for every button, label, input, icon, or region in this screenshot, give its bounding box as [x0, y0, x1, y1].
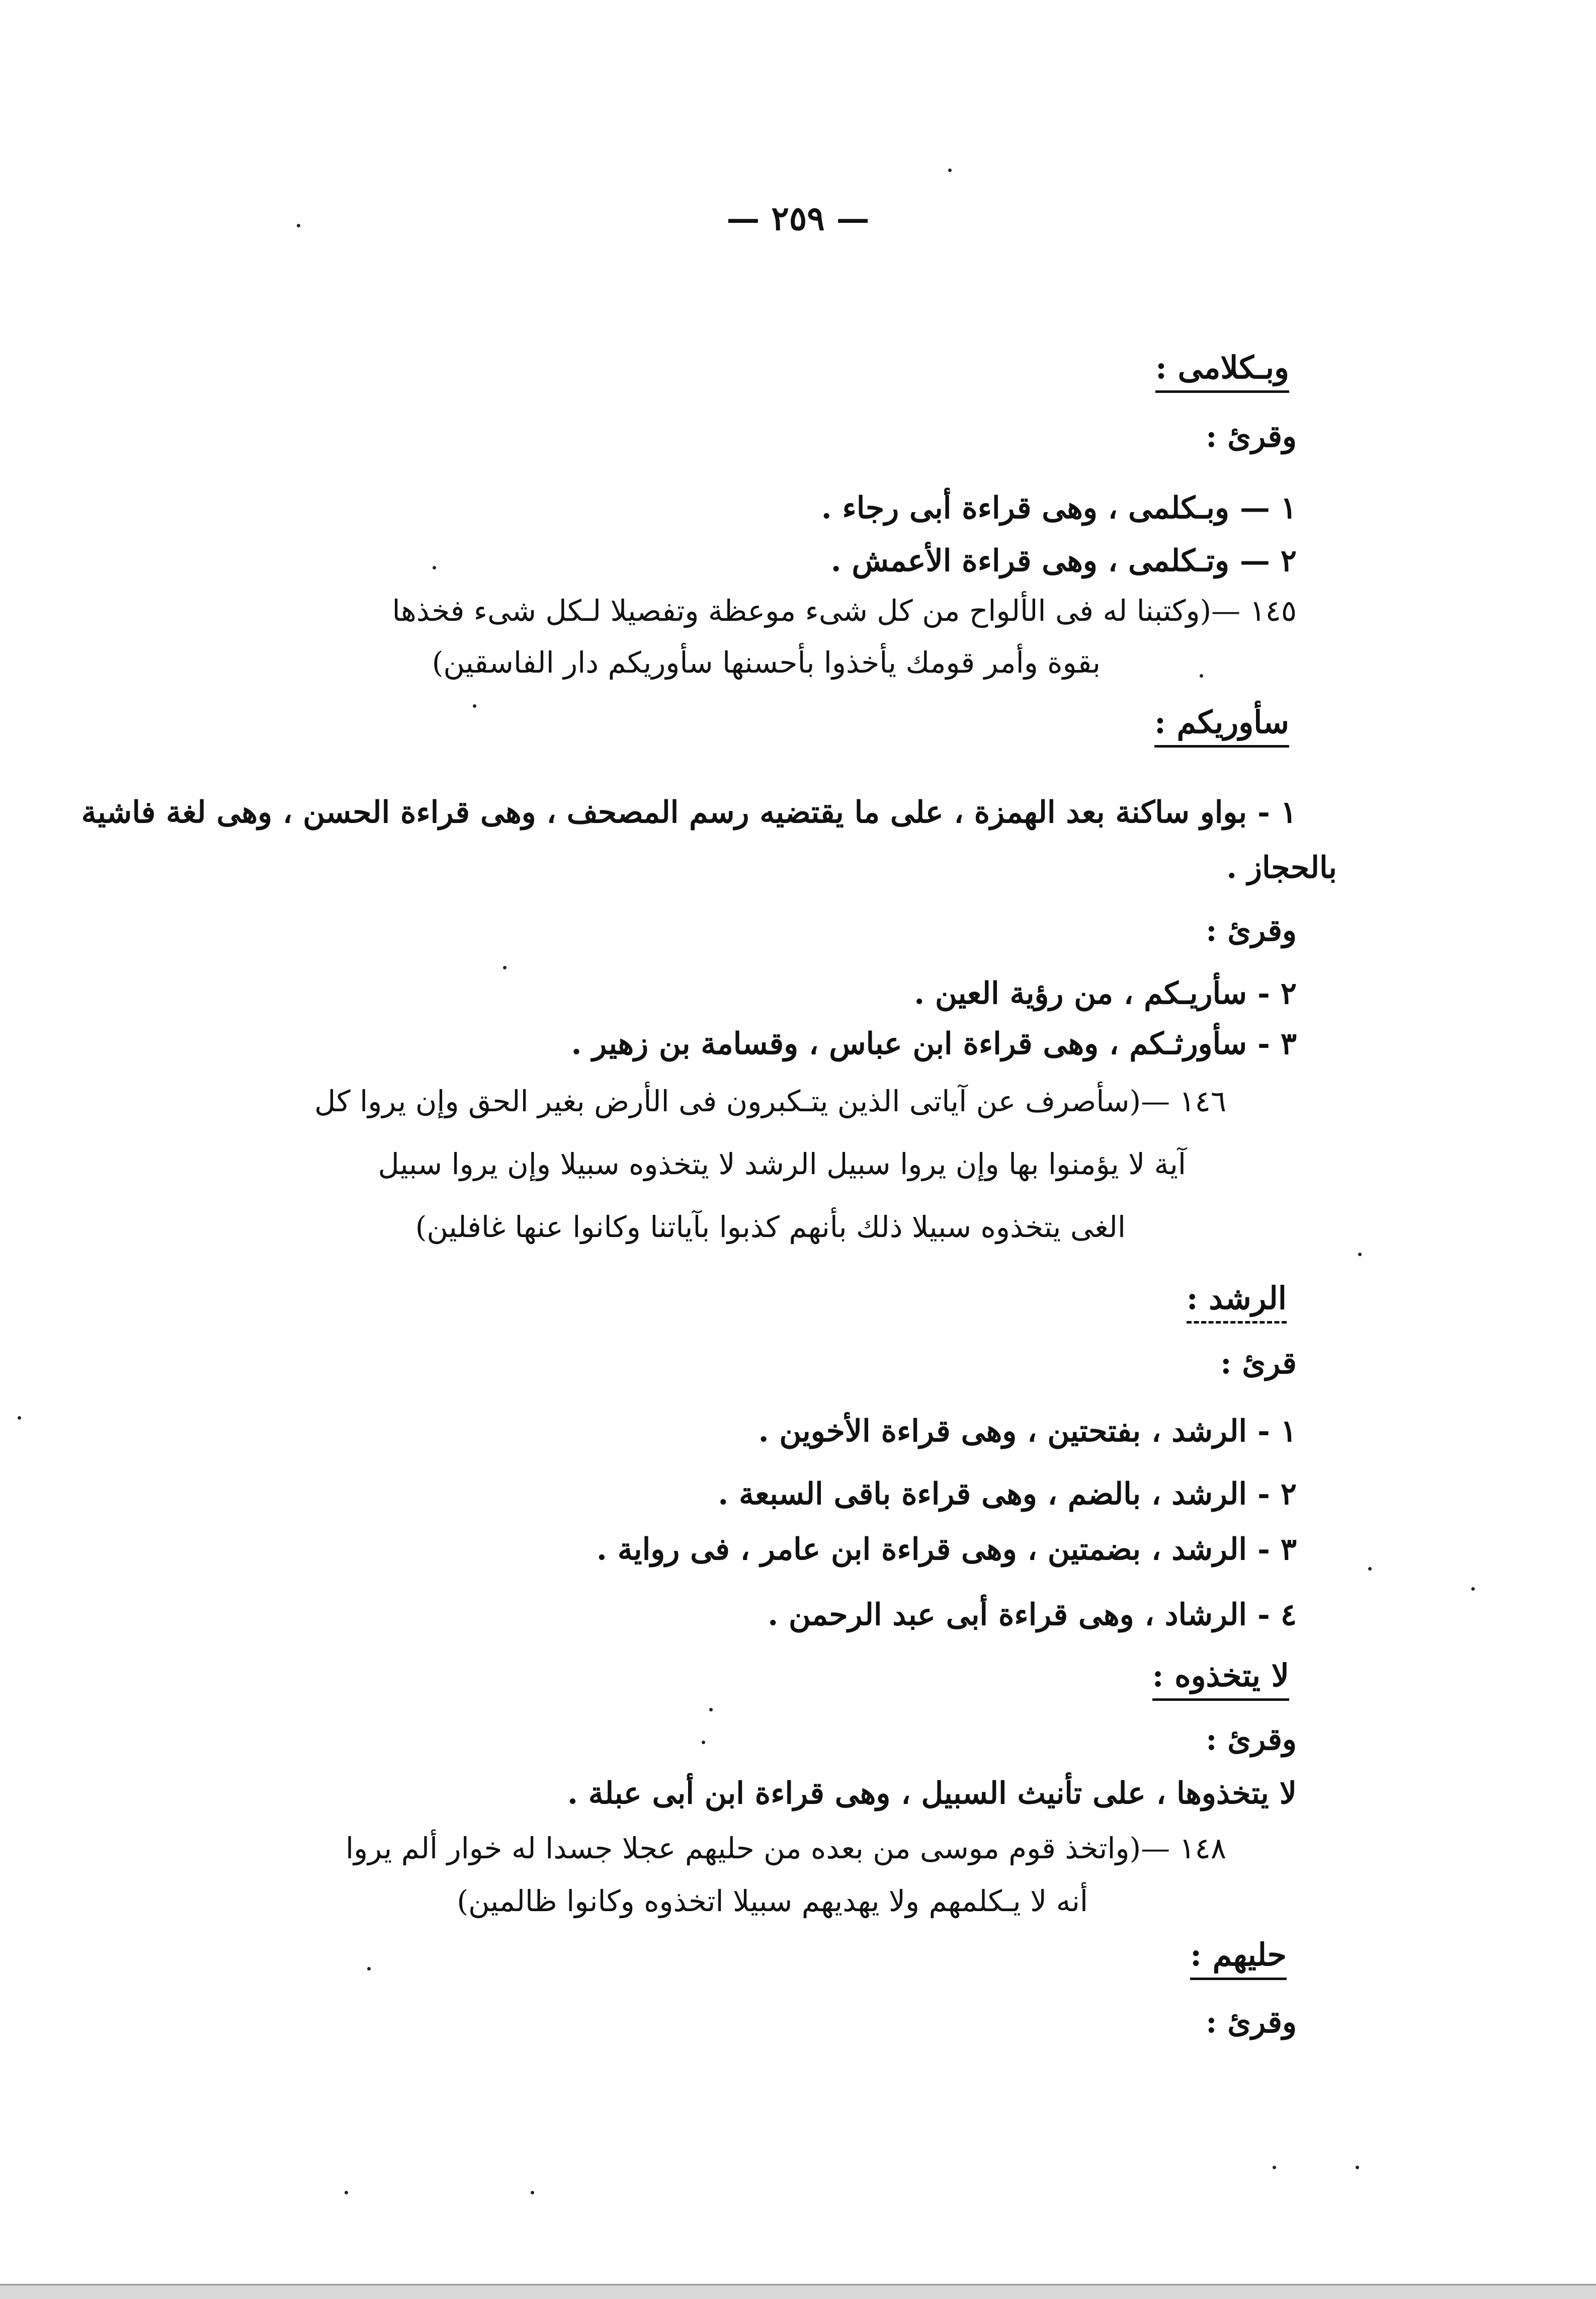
verse-148-line-1: ١٤٨ —(واتخذ قوم موسى من بعده من حليهم عجلا جسدا له خوار ألم يروا [346, 1831, 1226, 1865]
scan-speck [1356, 2166, 1359, 2169]
heading-saurikum: سأوريكم : [1154, 707, 1289, 748]
reading-line-continued: بالحجاز . [1226, 850, 1337, 885]
reading-line: ١ — وبـكلمى ، وهى قراءة أبى رجاء . [821, 490, 1297, 526]
qurie-label: وقرئ : [1206, 913, 1297, 948]
heading-alrushd: الرشد : [1187, 1283, 1287, 1324]
verse-146-line-3: الغى يتخذوه سبيلا ذلك بأنهم كذبوا بآياتنا وكانوا عنها غافلين) [415, 1210, 1126, 1244]
scan-bottom-edge [0, 2284, 1596, 2299]
qurie-label: قرئ : [1220, 1346, 1297, 1381]
qurie-label: وقرئ : [1206, 419, 1297, 454]
scan-speck [948, 169, 952, 172]
reading-line: ١ - الرشد ، بفتحتين ، وهى قراءة الأخوين . [758, 1414, 1297, 1449]
reading-line: ١ - بواو ساكنة بعد الهمزة ، على ما يقتضيه رسم المصحف ، وهى قراءة الحسن ، وهى لغة فاشية [81, 795, 1297, 830]
verse-146-line-1: ١٤٦ —(سأصرف عن آياتى الذين يتـكبرون فى الأرض بغير الحق وإن يروا كل [314, 1084, 1226, 1118]
reading-line: ٣ - الرشد ، بضمتين ، وهى قراءة ابن عامر ، فى رواية . [596, 1532, 1297, 1567]
verse-145-line-1: ١٤٥ —(وكتبنا له فى الألواح من كل شىء موعظة وتفصيلا لـكل شىء فخذها [392, 594, 1297, 628]
heading-wabikalami: وبـكلامى : [1155, 352, 1289, 393]
heading-la-yattakhidhuhu: لا يتخذوه : [1152, 1660, 1289, 1701]
heading-huliyyihim: حليهم : [1190, 1939, 1287, 1980]
scan-speck [297, 224, 300, 227]
scan-speck [345, 2191, 348, 2194]
scan-speck [1273, 2166, 1276, 2169]
reading-line: ٢ — وتـكلمى ، وهى قراءة الأعمش . [830, 543, 1297, 579]
scan-speck [433, 566, 436, 569]
reading-line: ٢ - سأريـكم ، من رؤية العين . [914, 976, 1297, 1011]
scan-speck [531, 2191, 534, 2194]
scan-speck [473, 704, 476, 708]
scan-speck [702, 1741, 705, 1744]
scan-speck [1471, 1587, 1475, 1591]
scan-speck [709, 1708, 713, 1711]
scan-speck [1200, 674, 1203, 678]
page-number: — ٢٥٩ — [726, 199, 870, 238]
qurie-label: وقرئ : [1206, 1722, 1297, 1757]
verse-148-line-2: أنه لا يـكلمهم ولا يهديهم سبيلا اتخذوه وكانوا ظالمين) [457, 1884, 1088, 1918]
reading-line: ٣ - سأورثـكم ، وهى قراءة ابن عباس ، وقسامة بن زهير . [571, 1026, 1297, 1061]
reading-line: لا يتخذوها ، على تأنيث السبيل ، وهى قراءة ابن أبى عبلة . [567, 1776, 1297, 1811]
scan-speck [503, 966, 507, 969]
scan-speck [1368, 1567, 1372, 1571]
reading-line: ٤ - الرشاد ، وهى قراءة أبى عبد الرحمن . [768, 1597, 1297, 1632]
scan-speck [1358, 1253, 1362, 1256]
scan-speck [18, 1416, 21, 1420]
verse-146-line-2: آية لا يؤمنوا بها وإن يروا سبيل الرشد لا يتخذوه سبيلا وإن يروا سبيل [378, 1147, 1186, 1181]
scan-speck [367, 1967, 371, 1970]
reading-line: ٢ - الرشد ، بالضم ، وهى قراءة باقى السبعة . [718, 1476, 1297, 1512]
qurie-label: وقرئ : [1206, 2005, 1297, 2040]
verse-145-line-2: بقوة وأمر قومك يأخذوا بأحسنها سأوريكم دار الفاسقين) [432, 645, 1101, 680]
